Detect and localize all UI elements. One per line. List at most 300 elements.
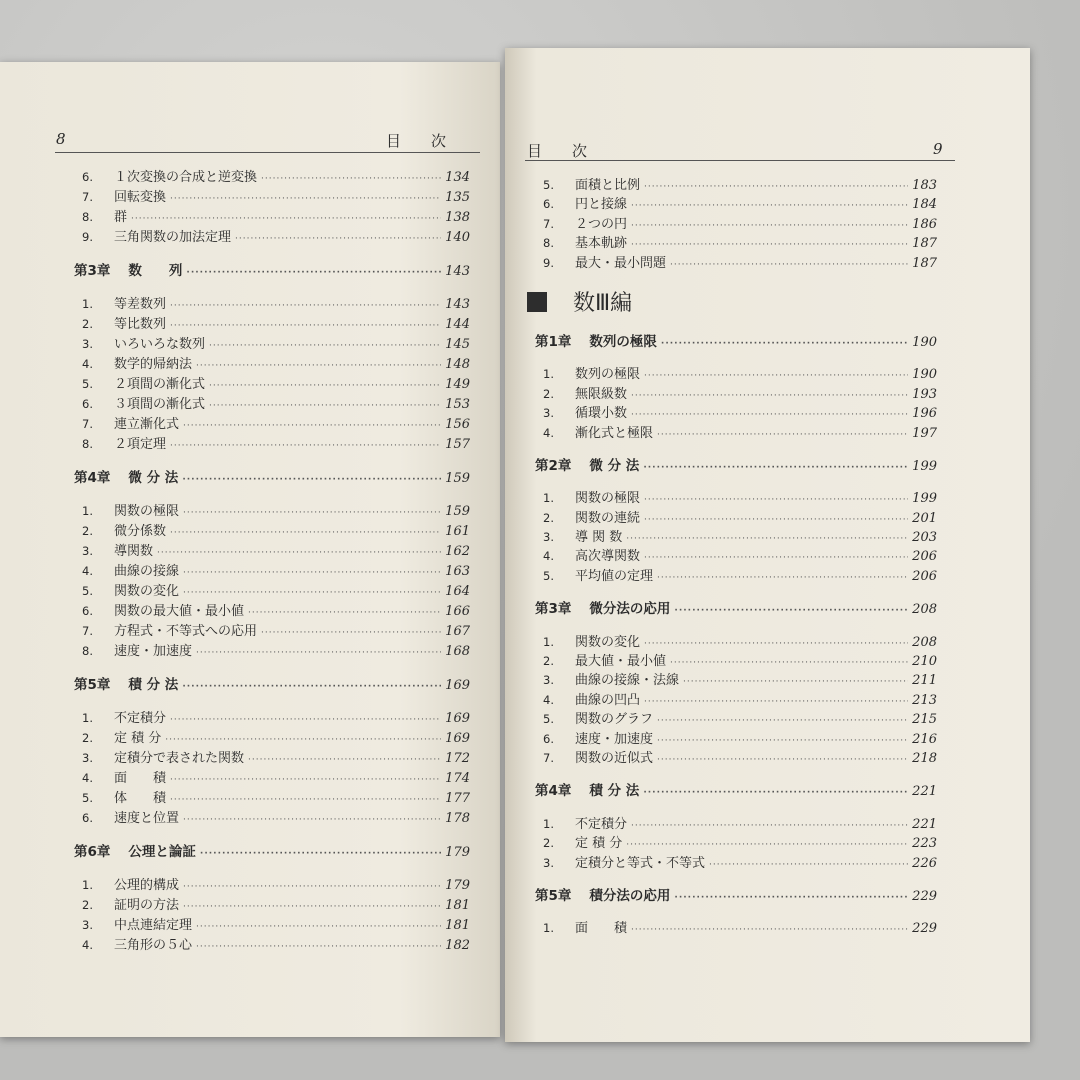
entry-page: 156 xyxy=(445,417,470,432)
chapter-entry xyxy=(535,597,937,616)
toc-entry xyxy=(543,650,937,669)
dot-leader xyxy=(157,548,441,558)
dot-leader xyxy=(183,882,441,892)
entry-page: 199 xyxy=(912,458,937,474)
entry-title: 関数の最大値・最小値 xyxy=(114,604,245,619)
entry-title: 数列の極限 xyxy=(589,333,657,350)
entry-number: 6. xyxy=(82,170,93,184)
dot-leader xyxy=(183,815,441,825)
entry-title: 積 分 法 xyxy=(128,677,179,693)
dot-leader xyxy=(631,391,908,401)
entry-page: 169 xyxy=(445,678,470,693)
dot-leader xyxy=(644,697,908,707)
dot-leader xyxy=(183,588,441,598)
entry-number: 1. xyxy=(543,921,554,936)
entry-page: 161 xyxy=(445,524,470,539)
header-title: 目次 xyxy=(527,142,618,160)
entry-page: 206 xyxy=(912,568,937,584)
entry-title: ２つの円 xyxy=(575,216,628,232)
entry-title: 平均値の定理 xyxy=(575,568,654,584)
dot-leader xyxy=(631,240,908,250)
entry-number: 4. xyxy=(82,357,93,371)
entry-number: 7. xyxy=(543,216,554,231)
entry-title: 回転変換 xyxy=(114,190,167,205)
toc-entry xyxy=(82,373,470,393)
dot-leader xyxy=(644,515,908,525)
entry-number: 1. xyxy=(82,504,93,518)
entry-number: 6. xyxy=(82,811,93,825)
toc-entry xyxy=(82,874,470,894)
dot-leader xyxy=(170,528,441,538)
square-bullet-icon xyxy=(527,292,547,312)
toc-entry xyxy=(82,520,470,540)
entry-number: 第2章 xyxy=(535,457,572,474)
entry-number: 5. xyxy=(82,791,93,805)
toc-entry xyxy=(82,393,470,413)
toc-entry xyxy=(543,422,937,441)
entry-page: 179 xyxy=(445,845,470,860)
entry-title: 面積と比例 xyxy=(575,178,641,193)
dot-leader xyxy=(626,534,908,544)
entry-number: 8. xyxy=(543,236,554,251)
entry-title: いろいろな数列 xyxy=(114,337,206,352)
entry-number: 第3章 xyxy=(74,263,111,279)
entry-title: 公理と論証 xyxy=(128,844,196,860)
toc-entry xyxy=(543,832,937,851)
entry-number: 2. xyxy=(82,524,93,538)
toc-entry xyxy=(82,293,470,313)
entry-number: 2. xyxy=(543,510,554,525)
entry-page: 153 xyxy=(445,397,470,412)
dot-leader xyxy=(657,755,908,765)
entry-number: 2. xyxy=(82,731,93,745)
entry-number: 3. xyxy=(82,337,93,351)
entry-page: 203 xyxy=(912,530,937,546)
toc-entry xyxy=(82,580,470,600)
chapter-entry xyxy=(535,330,937,349)
entry-page: 177 xyxy=(445,791,470,806)
entry-title: 高次導関数 xyxy=(575,549,641,565)
entry-number: 4. xyxy=(82,771,93,785)
entry-page: 218 xyxy=(912,750,937,766)
toc-entry xyxy=(82,707,470,727)
toc-entry xyxy=(543,232,937,251)
dot-leader xyxy=(631,201,908,211)
dot-leader xyxy=(186,268,441,278)
entry-number: 1. xyxy=(543,634,554,649)
entry-page: 172 xyxy=(445,751,470,766)
entry-number: 3. xyxy=(543,406,554,421)
entry-number: 第5章 xyxy=(74,677,111,693)
entry-page: 159 xyxy=(445,504,470,519)
toc-entry xyxy=(82,313,470,333)
entry-page: 169 xyxy=(445,711,470,726)
entry-page: 213 xyxy=(912,692,937,708)
entry-title: 導関数 xyxy=(114,544,154,559)
entry-title: 円と接線 xyxy=(575,197,628,213)
toc-entry xyxy=(82,640,470,660)
entry-number: 第1章 xyxy=(535,333,572,350)
entry-title: 速度・加速度 xyxy=(114,644,193,659)
entry-title: 体 積 xyxy=(114,791,167,806)
toc-entry xyxy=(82,934,470,954)
page-number: 8 xyxy=(56,130,66,148)
dot-leader xyxy=(674,893,908,903)
entry-title: 微分法の応用 xyxy=(589,601,671,618)
entry-page: 216 xyxy=(912,731,937,747)
entry-page: 229 xyxy=(912,888,937,904)
entry-number: 1. xyxy=(82,297,93,311)
dot-leader xyxy=(170,795,441,805)
entry-title: 無限級数 xyxy=(575,386,628,402)
entry-number: 3. xyxy=(543,855,554,870)
dot-leader xyxy=(657,430,908,440)
toc-entry xyxy=(543,669,937,688)
toc-entry xyxy=(82,433,470,453)
entry-page: 215 xyxy=(912,712,937,728)
dot-leader xyxy=(261,628,441,638)
entry-number: 5. xyxy=(543,568,554,583)
dot-leader xyxy=(183,508,441,518)
dot-leader xyxy=(196,942,441,952)
entry-page: 184 xyxy=(912,197,937,213)
entry-page: 167 xyxy=(445,624,470,639)
chapter-entry xyxy=(535,779,937,798)
right-page xyxy=(505,48,1030,1042)
entry-page: 206 xyxy=(912,549,937,565)
entry-number: 第3章 xyxy=(535,601,572,618)
toc-entry xyxy=(543,852,937,871)
entry-page: 174 xyxy=(445,771,470,786)
entry-title: 積 分 法 xyxy=(589,783,640,800)
dot-leader xyxy=(644,182,908,192)
chapter-entry xyxy=(74,673,470,693)
dot-leader xyxy=(165,735,441,745)
entry-title: 関数のグラフ xyxy=(575,712,654,728)
dot-leader xyxy=(709,860,908,870)
entry-title: 関数の極限 xyxy=(575,491,641,507)
toc-entry xyxy=(82,620,470,640)
dot-leader xyxy=(248,608,441,618)
dot-leader xyxy=(209,381,441,391)
entry-number: 3. xyxy=(82,751,93,765)
dot-leader xyxy=(670,658,908,668)
entry-title: 循環小数 xyxy=(575,406,628,422)
dot-leader xyxy=(196,648,441,658)
toc-entry xyxy=(543,487,937,506)
entry-number: 4. xyxy=(543,425,554,440)
entry-title: 数列の極限 xyxy=(575,367,641,383)
toc-entry xyxy=(82,727,470,747)
entry-title: 微分係数 xyxy=(114,524,167,539)
dot-leader xyxy=(200,849,441,859)
toc-entry xyxy=(82,226,470,246)
dot-leader xyxy=(626,840,908,850)
entry-title: 等差数列 xyxy=(114,297,167,312)
entry-page: 144 xyxy=(445,317,470,332)
entry-number: 8. xyxy=(82,644,93,658)
entry-title: ２項間の漸化式 xyxy=(114,377,206,392)
dot-leader xyxy=(170,194,441,204)
dot-leader xyxy=(182,682,441,692)
entry-title: 関数の連続 xyxy=(575,510,641,526)
entry-page: 168 xyxy=(445,644,470,659)
entry-title: 速度と位置 xyxy=(114,811,180,826)
entry-page: 145 xyxy=(445,337,470,352)
entry-page: 208 xyxy=(912,634,937,650)
entry-page: 221 xyxy=(912,784,937,800)
dot-leader xyxy=(657,716,908,726)
dot-leader xyxy=(170,441,441,451)
entry-page: 190 xyxy=(912,334,937,350)
entry-title: 最大値・最小値 xyxy=(575,654,667,670)
entry-title: 関数の変化 xyxy=(575,634,641,650)
entry-title: 不定積分 xyxy=(114,711,167,726)
header-rule xyxy=(525,160,955,161)
entry-number: 3. xyxy=(543,530,554,545)
entry-number: 6. xyxy=(543,197,554,212)
dot-leader xyxy=(644,371,908,381)
entry-title: 面 積 xyxy=(114,771,167,786)
entry-page: 211 xyxy=(912,673,937,689)
toc-entry xyxy=(82,807,470,827)
entry-title: 基本軌跡 xyxy=(575,236,628,252)
entry-page: 201 xyxy=(912,510,937,526)
dot-leader xyxy=(183,902,441,912)
entry-number: 2. xyxy=(543,654,554,669)
entry-title: 定積分と等式・不等式 xyxy=(575,855,706,871)
dot-leader xyxy=(674,606,908,616)
toc-entry xyxy=(82,166,470,186)
toc-entry xyxy=(543,213,937,232)
dot-leader xyxy=(131,214,441,224)
entry-number: 5. xyxy=(82,377,93,391)
toc-entry xyxy=(543,631,937,650)
dot-leader xyxy=(631,821,908,831)
entry-page: 148 xyxy=(445,357,470,372)
entry-page: 159 xyxy=(445,471,470,486)
entry-title: 微 分 法 xyxy=(128,470,179,486)
entry-title: 公理的構成 xyxy=(114,878,180,893)
entry-title: 最大・最小問題 xyxy=(575,255,667,271)
chapter-entry xyxy=(74,840,470,860)
entry-number: 5. xyxy=(543,712,554,727)
entry-number: 第4章 xyxy=(74,470,111,486)
entry-page: 223 xyxy=(912,836,937,852)
entry-page: 164 xyxy=(445,584,470,599)
dot-leader xyxy=(657,736,908,746)
entry-number: 9. xyxy=(543,255,554,270)
entry-page: 221 xyxy=(912,816,937,832)
dot-leader xyxy=(183,568,441,578)
entry-title: １次変換の合成と逆変換 xyxy=(114,170,258,185)
entry-page: 187 xyxy=(912,255,937,271)
toc-entry xyxy=(82,914,470,934)
dot-leader xyxy=(631,221,908,231)
entry-title: 定積分で表された関数 xyxy=(114,751,245,766)
toc-list xyxy=(535,174,937,937)
dot-leader xyxy=(170,321,441,331)
toc-entry xyxy=(82,560,470,580)
entry-page: 181 xyxy=(445,898,470,913)
toc-entry xyxy=(543,193,937,212)
toc-entry xyxy=(543,363,937,382)
entry-title: 連立漸化式 xyxy=(114,417,180,432)
dot-leader xyxy=(643,788,908,798)
header-title: 目次 xyxy=(386,132,477,150)
entry-page: 134 xyxy=(445,170,470,185)
entry-number: 1. xyxy=(543,367,554,382)
dot-leader xyxy=(209,341,441,351)
entry-number: 8. xyxy=(82,210,93,224)
entry-page: 179 xyxy=(445,878,470,893)
entry-title: 方程式・不等式への応用 xyxy=(114,624,258,639)
entry-title: 微 分 法 xyxy=(589,457,640,474)
toc-entry xyxy=(543,507,937,526)
chapter-entry xyxy=(74,259,470,279)
entry-number: 第5章 xyxy=(535,887,572,904)
dot-leader xyxy=(196,922,441,932)
entry-page: 187 xyxy=(912,236,937,252)
dot-leader xyxy=(644,639,908,649)
entry-page: 190 xyxy=(912,367,937,383)
entry-title: 漸化式と極限 xyxy=(575,425,654,441)
entry-title: 曲線の凹凸 xyxy=(575,692,641,708)
entry-page: 229 xyxy=(912,921,937,937)
dot-leader xyxy=(631,410,908,420)
entry-page: 138 xyxy=(445,210,470,225)
entry-page: 149 xyxy=(445,377,470,392)
entry-page: 143 xyxy=(445,264,470,279)
left-page xyxy=(0,62,500,1037)
dot-leader xyxy=(209,401,441,411)
toc-entry xyxy=(543,747,937,766)
entry-title: ２項定理 xyxy=(114,437,167,452)
entry-number: 5. xyxy=(82,584,93,598)
toc-entry xyxy=(82,787,470,807)
toc-entry xyxy=(82,894,470,914)
entry-title: 数学的帰納法 xyxy=(114,357,193,372)
dot-leader xyxy=(644,495,908,505)
toc-entry xyxy=(543,565,937,584)
entry-page: 166 xyxy=(445,604,470,619)
entry-number: 3. xyxy=(82,918,93,932)
dot-leader xyxy=(235,234,441,244)
entry-title: 面 積 xyxy=(575,921,628,937)
entry-title: 関数の近似式 xyxy=(575,750,654,766)
part-title: 数Ⅲ編 xyxy=(573,291,633,317)
dot-leader xyxy=(643,463,908,473)
dot-leader xyxy=(670,260,908,270)
dot-leader xyxy=(182,475,441,485)
entry-title: 三角形の５心 xyxy=(114,938,193,953)
entry-number: 3. xyxy=(543,673,554,688)
toc-entry xyxy=(82,333,470,353)
entry-number: 9. xyxy=(82,230,93,244)
toc-entry xyxy=(543,402,937,421)
toc-entry xyxy=(82,353,470,373)
toc-entry xyxy=(543,545,937,564)
entry-title: 関数の極限 xyxy=(114,504,180,519)
entry-page: 186 xyxy=(912,216,937,232)
entry-number: 5. xyxy=(543,178,554,192)
entry-title: 導 関 数 xyxy=(575,530,623,546)
toc-entry xyxy=(543,174,937,193)
entry-title: 定 積 分 xyxy=(575,836,623,852)
entry-number: 1. xyxy=(543,491,554,506)
entry-page: 193 xyxy=(912,386,937,402)
entry-number: 2. xyxy=(543,836,554,851)
toc-entry xyxy=(543,383,937,402)
dot-leader xyxy=(657,573,908,583)
dot-leader xyxy=(661,339,908,349)
toc-entry xyxy=(543,252,937,271)
entry-page: 140 xyxy=(445,230,470,245)
entry-title: 等比数列 xyxy=(114,317,167,332)
dot-leader xyxy=(644,553,908,563)
dot-leader xyxy=(196,361,441,371)
part-heading xyxy=(527,287,937,317)
toc-entry xyxy=(82,206,470,226)
entry-page: 208 xyxy=(912,602,937,618)
entry-page: 181 xyxy=(445,918,470,933)
entry-page: 178 xyxy=(445,811,470,826)
entry-number: 6. xyxy=(82,397,93,411)
entry-title: 不定積分 xyxy=(575,816,628,832)
header-rule xyxy=(55,152,480,153)
entry-number: 4. xyxy=(82,938,93,952)
entry-number: 第4章 xyxy=(535,783,572,800)
entry-number: 第6章 xyxy=(74,844,111,860)
entry-title: 曲線の接線 xyxy=(114,564,180,579)
entry-number: 6. xyxy=(82,604,93,618)
entry-number: 8. xyxy=(82,437,93,451)
dot-leader xyxy=(631,925,908,935)
dot-leader xyxy=(183,421,441,431)
chapter-entry xyxy=(535,454,937,473)
entry-title: 積分法の応用 xyxy=(589,887,671,904)
entry-number: 2. xyxy=(543,386,554,401)
entry-page: 169 xyxy=(445,731,470,746)
entry-page: 226 xyxy=(912,855,937,871)
entry-page: 197 xyxy=(912,425,937,441)
page-number: 9 xyxy=(933,140,943,158)
toc-entry xyxy=(543,813,937,832)
toc-entry xyxy=(543,708,937,727)
entry-title: 群 xyxy=(114,210,128,225)
entry-page: 182 xyxy=(445,938,470,953)
entry-number: 4. xyxy=(543,549,554,564)
entry-title: ３項間の漸化式 xyxy=(114,397,206,412)
entry-number: 1. xyxy=(543,816,554,831)
entry-title: 定 積 分 xyxy=(114,731,162,746)
toc-entry xyxy=(82,600,470,620)
entry-number: 2. xyxy=(82,898,93,912)
toc-entry xyxy=(543,689,937,708)
entry-number: 4. xyxy=(82,564,93,578)
dot-leader xyxy=(170,775,441,785)
dot-leader xyxy=(248,755,441,765)
entry-number: 7. xyxy=(543,750,554,765)
entry-page: 135 xyxy=(445,190,470,205)
entry-number: 7. xyxy=(82,417,93,431)
toc-entry xyxy=(82,747,470,767)
dot-leader xyxy=(170,715,441,725)
toc-entry xyxy=(82,186,470,206)
toc-entry xyxy=(82,500,470,520)
entry-number: 4. xyxy=(543,692,554,707)
toc-entry xyxy=(543,917,937,936)
